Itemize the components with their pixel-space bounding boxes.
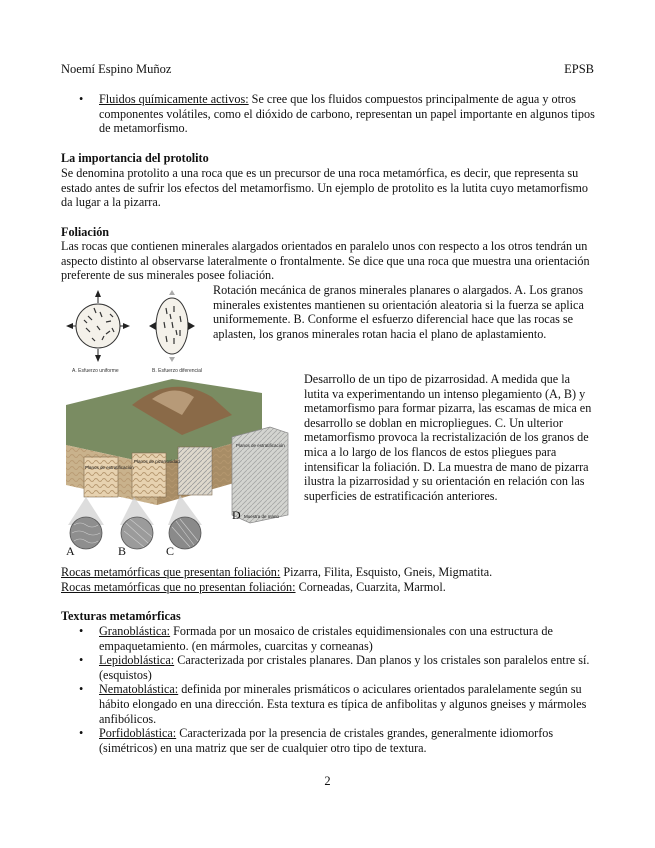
figure1-caption: Rotación mecánica de granos minerales planares o alargados. A. Los granos minerales existentes mantienen su orientación aleatoria si la fuerza se aplica uniformemente. B. Conforme el esfuerzo diferencial hace que las rocas se aplasten, los granos minerales rotan hacia el plano de aplastamiento. bbox=[213, 283, 584, 341]
texture-text: Caracterizada por cristales planares. Dan planos y los cristales son paralelos entre sí. (esquistos) bbox=[99, 653, 590, 682]
list-item bbox=[61, 653, 597, 682]
slate-development-figure bbox=[62, 375, 300, 559]
fig1-label-b: B. Esfuerzo diferencial bbox=[152, 368, 203, 374]
fig2-label-a: A bbox=[66, 544, 75, 558]
header-author: Noemí Espino Muñoz bbox=[61, 62, 172, 76]
fig2-small-label-3: Planos de estratificación bbox=[236, 443, 285, 448]
foliated-list: Pizarra, Filita, Esquisto, Gneis, Migmatita. bbox=[280, 565, 493, 579]
nonfoliated-list: Corneadas, Cuarzita, Marmol. bbox=[295, 580, 446, 594]
texture-term: Nematoblástica: bbox=[99, 682, 179, 697]
fig2-label-c: C bbox=[166, 544, 175, 558]
nonfoliated-label: Rocas metamórficas que no presentan foliación: bbox=[61, 580, 296, 594]
texture-text: Caracterizada por la presencia de cristales grandes, generalmente idiomorfos (simétricos) en una matriz que ser de cualquier otro tipo de textura. bbox=[99, 726, 554, 755]
page-number: 2 bbox=[324, 774, 331, 788]
figure2-caption: Desarrollo de un tipo de pizarrosidad. A medida que la lutita va experimentando un intenso plegamiento (A, B) y metamorfismo para formar pizarra, las escamas de mica en desarrollo se doblan en micropliegues. C. Un ulterior metamorfismo provoca la recristalización de los granos de mica a lo largo de los flancos de estos pliegues para intensificar la foliación. D. La muestra de mano de pizarra ilustra la pizarrosidad y su orientación en relación con las superficies de estratificación anteriores. bbox=[304, 372, 592, 503]
bullet-text: Se cree que los fluidos compuestos principalmente de agua y otros componentes volátiles, como el dióxido de carbono, representan un papel importante en algunos tipos de metamorfismo. bbox=[99, 92, 595, 136]
fig2-small-label-2: Planos de pizarrosidad bbox=[134, 459, 180, 464]
textures-list bbox=[61, 624, 597, 755]
texture-term: Granoblástica: bbox=[99, 624, 171, 638]
texture-term: Porfidoblástica: bbox=[99, 726, 177, 741]
list-item bbox=[61, 624, 597, 653]
foliation-heading: Foliación bbox=[61, 225, 110, 239]
texture-text: definida por minerales prismáticos o aciculares orientados paralelamente según su hábito elongado en una dirección. Esta textura es típica de anfibolitas y algunos gneises y mármoles anfibólicos. bbox=[99, 682, 587, 726]
list-item bbox=[61, 726, 597, 755]
uniform-stress-diagram bbox=[66, 290, 130, 362]
grain-rotation-figure bbox=[64, 286, 208, 376]
list-item bbox=[61, 682, 597, 726]
header-school: EPSB bbox=[564, 62, 594, 76]
fig2-label-b: B bbox=[118, 544, 127, 558]
bullet-term: Fluidos químicamente activos: bbox=[99, 92, 249, 106]
differential-stress-diagram bbox=[149, 290, 195, 362]
fig2-label-d: D bbox=[232, 508, 241, 522]
protolith-heading: La importancia del protolito bbox=[61, 151, 209, 165]
texture-text: Formada por un mosaico de cristales equidimensionales con una estructura de empaquetamiento. (en mármoles, cuarcitas y corneanas) bbox=[99, 624, 553, 653]
fig1-label-a: A. Esfuerzo uniforme bbox=[72, 368, 119, 374]
foliated-rocks-line bbox=[61, 565, 601, 580]
foliation-paragraph: Las rocas que contienen minerales alargados orientados en paralelo unos con respecto a los otros tendrán un aspecto distinto al observarse lateralmente o frontalmente. Se dice que una roca que muestra una orientación preferente de sus minerales posee foliación. bbox=[61, 239, 590, 283]
fig2-small-label-1: Planos de estratificación bbox=[85, 465, 134, 470]
textures-heading: Texturas metamórficas bbox=[61, 609, 181, 623]
texture-term: Lepidoblástica: bbox=[99, 653, 175, 668]
fig2-small-label-4: Muestra de mano bbox=[244, 514, 280, 519]
list-item bbox=[61, 92, 597, 136]
foliated-label: Rocas metamórficas que presentan foliación: bbox=[61, 565, 281, 579]
intro-bullet-list bbox=[61, 92, 597, 136]
nonfoliated-rocks-line bbox=[61, 580, 601, 595]
protolith-paragraph: Se denomina protolito a una roca que es un precursor de una roca metamórfica, es decir, que representa su estado antes de sufrir los efectos del metamorfismo. Un ejemplo de protolito es la lutita cuyo metamorfismo da lugar a la pizarra. bbox=[61, 166, 588, 210]
